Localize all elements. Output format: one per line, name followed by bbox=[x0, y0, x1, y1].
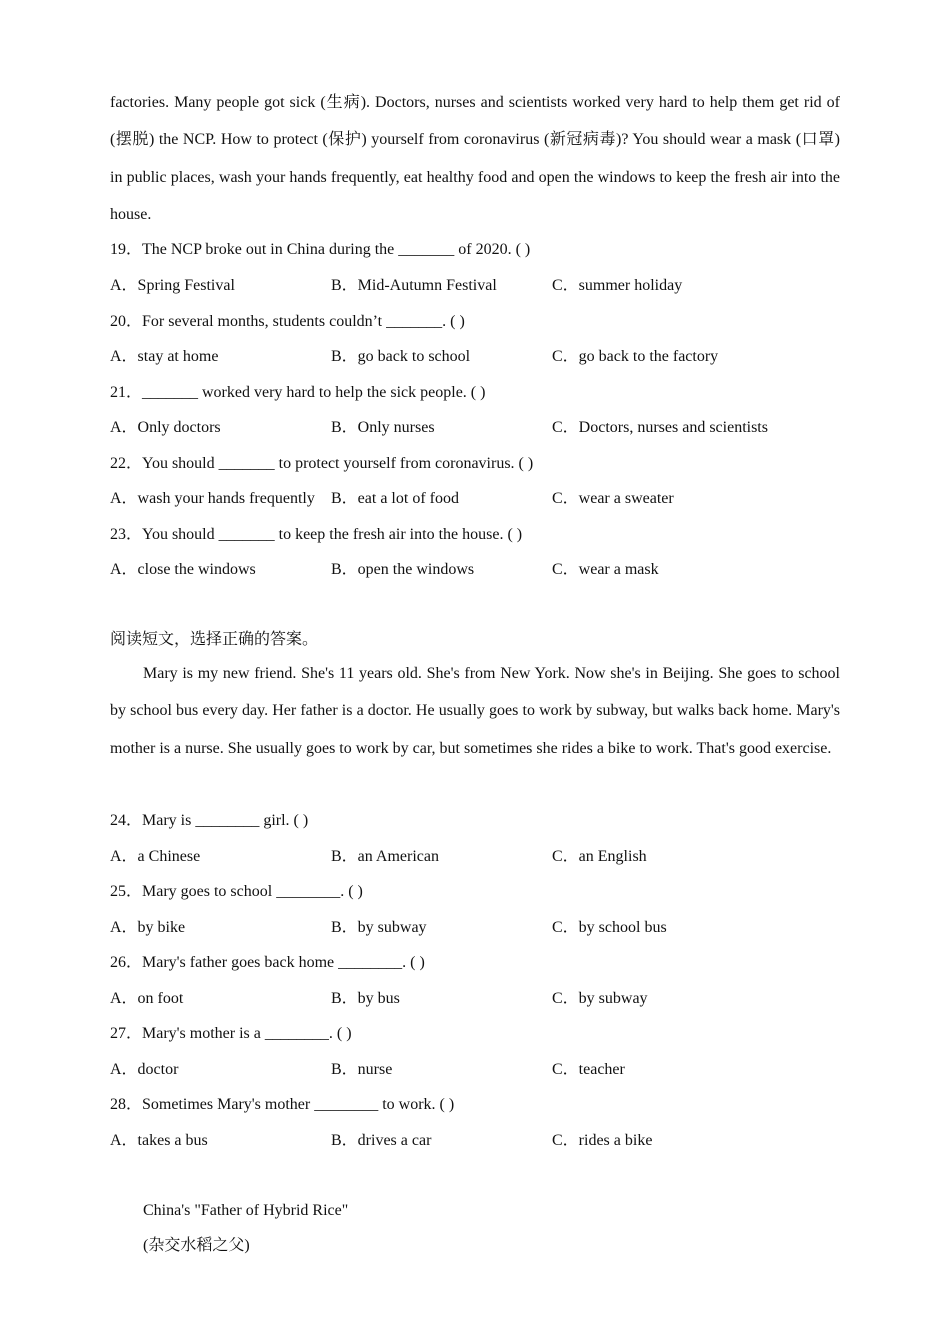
option-19-b: B．Mid-Autumn Festival bbox=[331, 277, 497, 294]
option-20-c: C．go back to the factory bbox=[552, 348, 719, 365]
question-20: 20．For several months, students couldn’t _______. ( ) bbox=[110, 313, 465, 330]
option-27-b: B．nurse bbox=[331, 1061, 393, 1078]
option-24-c: C．an English bbox=[552, 848, 647, 865]
option-21-b: B．Only nurses bbox=[331, 419, 435, 436]
option-22-b: B．eat a lot of food bbox=[331, 490, 459, 507]
option-21-a: A．Only doctors bbox=[110, 419, 221, 436]
option-19-c: C．summer holiday bbox=[552, 277, 683, 294]
section-2-instruction: 阅读短文，选择正确的答案。 bbox=[110, 631, 319, 648]
option-21-c: C．Doctors, nurses and scientists bbox=[552, 419, 768, 436]
question-24: 24．Mary is ________ girl. ( ) bbox=[110, 812, 309, 829]
option-28-c: C．rides a bike bbox=[552, 1132, 653, 1149]
question-27: 27．Mary's mother is a ________. ( ) bbox=[110, 1025, 352, 1042]
option-24-b: B．an American bbox=[331, 848, 439, 865]
option-26-b: B．by bus bbox=[331, 990, 400, 1007]
section-3-subtitle: (杂交水稻之父) bbox=[143, 1237, 250, 1254]
question-28: 28．Sometimes Mary's mother ________ to work. ( ) bbox=[110, 1096, 455, 1113]
option-25-b: B．by subway bbox=[331, 919, 427, 936]
option-23-a: A．close the windows bbox=[110, 561, 256, 578]
question-23: 23．You should _______ to keep the fresh air into the house. ( ) bbox=[110, 526, 523, 543]
option-27-a: A．doctor bbox=[110, 1061, 179, 1078]
passage-1-text: factories. Many people got sick (生病). Doctors, nurses and scientists worked very hard to help them get rid of (摆脱) the NCP. How to protect (保护) yourself from coronavirus (新冠病毒)? You should wear a mask (口罩) in public places, wash your hands frequently, eat healthy food and open the windows to keep the fresh air into the house. bbox=[110, 94, 840, 223]
question-25: 25．Mary goes to school ________. ( ) bbox=[110, 883, 363, 900]
option-25-a: A．by bike bbox=[110, 919, 186, 936]
option-20-a: A．stay at home bbox=[110, 348, 219, 365]
option-24-a: A．a Chinese bbox=[110, 848, 201, 865]
option-23-c: C．wear a mask bbox=[552, 561, 659, 578]
question-22: 22．You should _______ to protect yourself from coronavirus. ( ) bbox=[110, 455, 534, 472]
option-23-b: B．open the windows bbox=[331, 561, 475, 578]
option-22-c: C．wear a sweater bbox=[552, 490, 674, 507]
question-19: 19．The NCP broke out in China during the _______ of 2020. ( ) bbox=[110, 241, 531, 258]
option-19-a: A．Spring Festival bbox=[110, 277, 235, 294]
passage-2-text: Mary is my new friend. She's 11 years old. She's from New York. Now she's in Beijing. She goes to school by school bus every day. Her father is a doctor. He usually goes to work by subway, but walks back home. Mary's mother is a nurse. She usually goes to work by car, but sometimes she rides a bike to work. That's good exercise. bbox=[110, 665, 840, 757]
option-26-c: C．by subway bbox=[552, 990, 648, 1007]
option-28-b: B．drives a car bbox=[331, 1132, 432, 1149]
option-26-a: A．on foot bbox=[110, 990, 184, 1007]
option-28-a: A．takes a bus bbox=[110, 1132, 208, 1149]
option-27-c: C．teacher bbox=[552, 1061, 625, 1078]
question-26: 26．Mary's father goes back home ________. ( ) bbox=[110, 954, 425, 971]
option-20-b: B．go back to school bbox=[331, 348, 471, 365]
option-25-c: C．by school bus bbox=[552, 919, 667, 936]
question-21: 21．_______ worked very hard to help the sick people. ( ) bbox=[110, 384, 486, 401]
section-3-title: China's "Father of Hybrid Rice" bbox=[143, 1202, 349, 1219]
option-22-a: A．wash your hands frequently bbox=[110, 490, 315, 507]
